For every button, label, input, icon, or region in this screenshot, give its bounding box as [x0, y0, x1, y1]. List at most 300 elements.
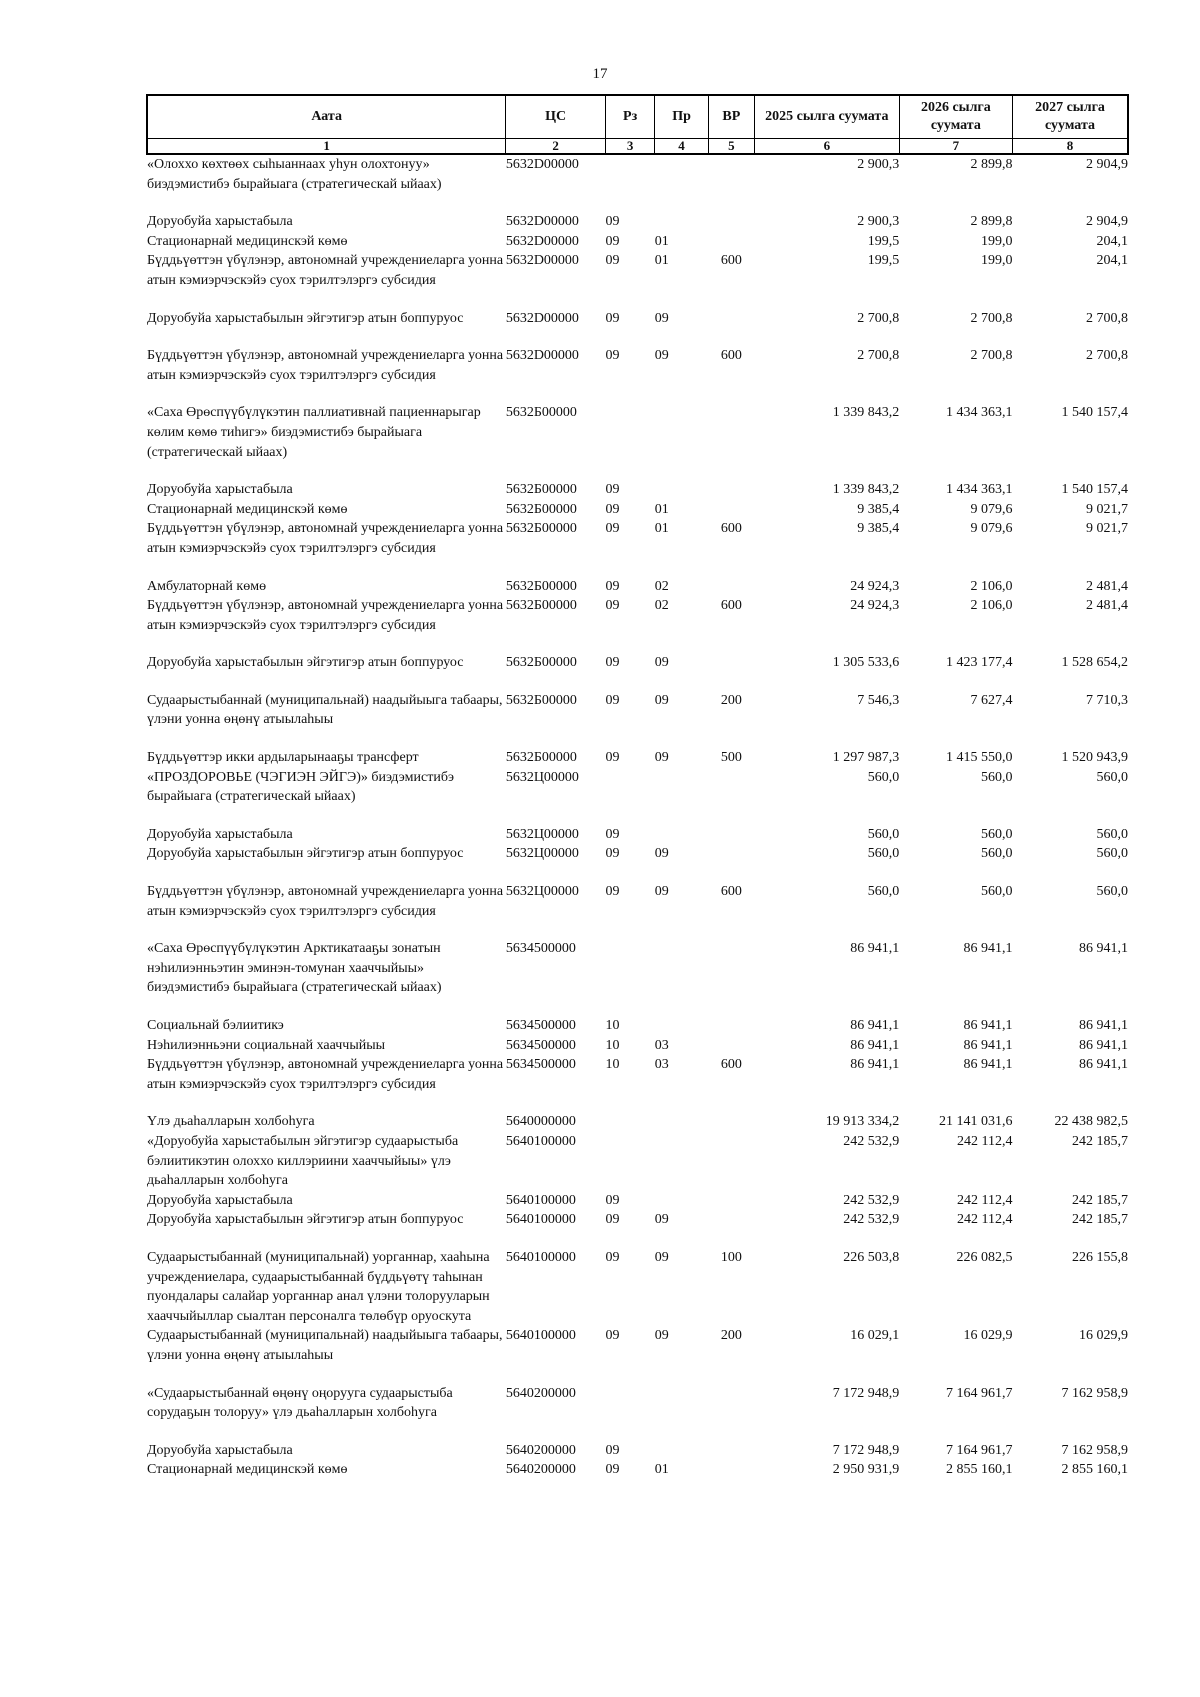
- row-name: Бүддьүөттэр икки ардыларынааҕы трансферт: [147, 750, 419, 766]
- row-2027: 22 438 982,5: [1054, 1114, 1128, 1130]
- row-pr: [655, 1191, 709, 1211]
- row-name: Доруобуйа харыстабылын эйгэтигэр атын боппуруос: [147, 846, 464, 862]
- row-vr: [708, 462, 754, 500]
- row-pr: [655, 998, 709, 1036]
- row-vr: [708, 1036, 754, 1056]
- row-2027: 7 162 958,9: [1061, 1442, 1128, 1458]
- row-2026: 1 423 177,4: [946, 655, 1013, 671]
- row-2026: 199,0: [981, 233, 1013, 249]
- row-rz: [605, 921, 654, 998]
- row-vr: [708, 194, 754, 232]
- row-rz: [605, 1094, 654, 1132]
- row-2025: 16 029,1: [850, 1328, 900, 1344]
- header-cs: ЦС: [506, 95, 606, 139]
- row-2026: 242 112,4: [957, 1212, 1013, 1228]
- row-rz: 09: [605, 1462, 620, 1478]
- row-name: Стационарнай медицинскэй көмө: [147, 501, 348, 517]
- row-2025: 86 941,1: [850, 941, 900, 957]
- row-2025: 9 385,4: [857, 501, 900, 517]
- row-rz: 09: [605, 1212, 620, 1228]
- row-name: Доруобуйа харыстабыла: [147, 1192, 293, 1208]
- row-2027: 9 021,7: [1086, 521, 1128, 537]
- header-2025: 2025 сылга суумата: [754, 95, 899, 139]
- row-rz: 09: [605, 692, 620, 708]
- header-rz: Рз: [605, 95, 654, 139]
- row-vr: [708, 232, 754, 252]
- row-cs: 5632Ц00000: [505, 884, 579, 900]
- row-cs: 5632Б00000: [505, 750, 577, 766]
- row-rz: [605, 385, 654, 462]
- row-rz: 09: [605, 846, 620, 862]
- row-2026: 9 079,6: [970, 501, 1013, 517]
- row-pr: 09: [654, 655, 669, 671]
- row-name: Бүддьүөттэн үбүлэнэр, автономнай учреждениеларга уонна атын кэмиэрчэскэйэ суох тэрилтэлэргэ субсидия: [147, 521, 504, 556]
- row-name: Доруобуйа харыстабыла: [147, 214, 293, 230]
- row-rz: 09: [605, 598, 620, 614]
- table-row: [147, 154, 1128, 194]
- table-row: [147, 921, 1128, 998]
- row-2027: 86 941,1: [1079, 941, 1128, 957]
- row-2027: 560,0: [1096, 884, 1128, 900]
- row-name: Бүддьүөттэн үбүлэнэр, автономнай учреждениеларга уонна атын кэмиэрчэскэйэ суох тэрилтэлэргэ субсидия: [147, 884, 504, 919]
- row-2027: 86 941,1: [1079, 1057, 1128, 1073]
- row-2026: 86 941,1: [963, 1057, 1013, 1073]
- row-name: Доруобуйа харыстабыла: [147, 482, 293, 498]
- column-number: 2: [506, 139, 606, 155]
- row-2025: 560,0: [867, 769, 900, 785]
- row-vr: [708, 559, 754, 597]
- row-cs: 5632Б00000: [505, 655, 577, 671]
- row-pr: 01: [654, 501, 669, 517]
- row-2025: 2 900,3: [857, 214, 900, 230]
- row-2026: 86 941,1: [963, 941, 1013, 957]
- row-2026: 560,0: [981, 826, 1013, 842]
- row-pr: [655, 1132, 709, 1191]
- row-rz: 09: [605, 521, 620, 537]
- row-pr: 03: [654, 1057, 669, 1073]
- row-2027: 560,0: [1096, 826, 1128, 842]
- row-name: Стационарнай медицинскэй көмө: [147, 233, 348, 249]
- row-2025: 242 532,9: [843, 1212, 900, 1228]
- table-row: [147, 730, 1128, 768]
- row-2027: 2 904,9: [1086, 157, 1128, 172]
- row-rz: 09: [605, 1249, 620, 1265]
- table-row: [147, 1036, 1128, 1056]
- row-pr: 02: [654, 598, 669, 614]
- row-pr: [655, 921, 709, 998]
- row-cs: 5632Ц00000: [505, 826, 579, 842]
- row-2026: 1 415 550,0: [946, 750, 1013, 766]
- table-row: [147, 462, 1128, 500]
- row-rz: 10: [605, 1057, 620, 1073]
- row-2025: 86 941,1: [850, 1057, 900, 1073]
- row-2025: 199,5: [867, 233, 900, 249]
- row-pr: [655, 1366, 709, 1423]
- row-rz: 09: [605, 1192, 620, 1208]
- row-rz: 09: [605, 233, 620, 249]
- row-cs: 5632D00000: [505, 348, 579, 364]
- row-vr: [708, 1191, 754, 1211]
- row-rz: 09: [605, 578, 620, 594]
- row-2025: 226 503,8: [843, 1249, 900, 1265]
- row-2026: 2 106,0: [970, 598, 1013, 614]
- header-2026: 2026 сылга суумата: [899, 95, 1012, 139]
- table-row: [147, 1366, 1128, 1423]
- row-2025: 86 941,1: [850, 1037, 900, 1053]
- row-pr: 09: [654, 750, 669, 766]
- row-cs: 5632D00000: [505, 233, 579, 249]
- row-rz: 10: [605, 1018, 620, 1033]
- row-2025: 242 532,9: [843, 1192, 900, 1208]
- row-vr: [708, 807, 754, 845]
- page-number: 17: [592, 66, 608, 82]
- row-2026: 1 434 363,1: [946, 482, 1013, 498]
- table-row: [147, 194, 1128, 232]
- row-rz: 09: [605, 501, 620, 517]
- row-name: «Саха Өрөспүүбүлүкэтин паллиативнай пациеннарыгар көлим көмө тиһигэ» биэдэмистибэ бырайыага (стратегическай ыйаах): [147, 405, 481, 460]
- row-cs: 5632D00000: [505, 214, 579, 230]
- header-name: Аата: [147, 95, 506, 139]
- row-2026: 16 029,9: [963, 1328, 1013, 1344]
- row-cs: 5640200000: [505, 1462, 576, 1478]
- table-row: [147, 864, 1128, 921]
- row-pr: [655, 385, 709, 462]
- table-row: [147, 232, 1128, 252]
- row-vr: 100: [720, 1249, 742, 1265]
- row-2027: 2 700,8: [1086, 310, 1128, 326]
- row-2025: 7 172 948,9: [832, 1442, 900, 1458]
- row-cs: 5640100000: [505, 1249, 576, 1265]
- row-name: «Доруобуйа харыстабылын эйгэтигэр судаарыстыба бэлиитикэтин олоххо киллэриини хааччыйыы» үлэ дьаһалларын холбоһуга: [147, 1133, 459, 1189]
- row-2025: 560,0: [867, 826, 900, 842]
- row-cs: 5632Б00000: [505, 521, 577, 537]
- row-vr: [708, 385, 754, 462]
- row-pr: 09: [654, 692, 669, 708]
- table-row: [147, 1132, 1128, 1191]
- row-name: Стационарнай медицинскэй көмө: [147, 1462, 348, 1478]
- header-vr: ВР: [708, 95, 754, 139]
- row-rz: 09: [605, 253, 620, 269]
- row-pr: 01: [654, 253, 669, 269]
- column-number: 8: [1013, 139, 1128, 155]
- row-2027: 204,1: [1096, 233, 1128, 249]
- row-vr: [708, 291, 754, 329]
- header-2027: 2027 сылга суумата: [1013, 95, 1128, 139]
- row-2026: 7 627,4: [970, 692, 1013, 708]
- row-name: Судаарыстыбаннай (муниципальнай) уорганнар, хааһына учреждениелара, судаарыстыбаннай бүддьүөтү таһынан пуондалары салайар уорганнар анал үлэни толорууларын хааччыйыллар сыалтан персоналга төлөбүр оруоскута: [147, 1249, 490, 1324]
- row-2027: 86 941,1: [1079, 1037, 1128, 1053]
- row-name: Судаарыстыбаннай (муниципальнай) наадыйыыга табаары, үлэни уонна өңөнү атыылаһыы: [147, 1328, 503, 1363]
- row-vr: [708, 998, 754, 1036]
- table-row: [147, 1230, 1128, 1326]
- row-pr: 03: [654, 1037, 669, 1053]
- row-2026: 199,0: [981, 253, 1013, 269]
- table-row: [147, 596, 1128, 635]
- row-name: Доруобуйа харыстабылын эйгэтигэр атын боппуруос: [147, 655, 464, 671]
- table-row: [147, 328, 1128, 385]
- table-row: [147, 1326, 1128, 1365]
- row-cs: 5640000000: [505, 1114, 576, 1130]
- row-rz: 09: [605, 1328, 620, 1344]
- row-name: Амбулаторнай көмө: [147, 578, 267, 594]
- row-pr: 09: [654, 1328, 669, 1344]
- row-2026: 226 082,5: [956, 1249, 1013, 1265]
- row-cs: 5640200000: [505, 1385, 576, 1401]
- row-2025: 1 339 843,2: [832, 405, 900, 421]
- table-row: [147, 1210, 1128, 1230]
- row-vr: 600: [720, 884, 742, 900]
- row-pr: 09: [654, 310, 669, 326]
- row-rz: 09: [605, 214, 620, 230]
- row-cs: 5632Б00000: [505, 692, 577, 708]
- table-row: [147, 291, 1128, 329]
- row-2027: 226 155,8: [1072, 1249, 1128, 1265]
- row-2025: 560,0: [867, 846, 900, 862]
- row-cs: 5634500000: [505, 941, 576, 957]
- row-2027: 2 700,8: [1086, 348, 1128, 364]
- row-name: Социальнай бэлиитикэ: [147, 1018, 284, 1033]
- row-cs: 5640100000: [505, 1133, 576, 1149]
- row-2025: 19 913 334,2: [825, 1114, 900, 1130]
- row-name: «Судаарыстыбаннай өңөнү оңорууга судаарыстыба сорудаҕын толоруу» үлэ дьаһалларын холбоһуга: [147, 1385, 453, 1421]
- row-rz: 09: [605, 348, 620, 364]
- row-2027: 1 528 654,2: [1061, 655, 1128, 671]
- column-number: 3: [605, 139, 654, 155]
- row-vr: 600: [720, 348, 742, 364]
- row-2026: 560,0: [981, 884, 1013, 900]
- row-cs: 5634500000: [505, 1057, 576, 1073]
- row-pr: [655, 807, 709, 845]
- row-rz: 09: [605, 826, 620, 842]
- row-vr: 600: [720, 1057, 742, 1073]
- row-2027: 204,1: [1096, 253, 1128, 269]
- row-2026: 2 106,0: [970, 578, 1013, 594]
- row-2027: 16 029,9: [1079, 1328, 1128, 1344]
- table-row: [147, 768, 1128, 807]
- row-pr: [655, 154, 709, 194]
- row-name: Бүддьүөттэн үбүлэнэр, автономнай учреждениеларга уонна атын кэмиэрчэскэйэ суох тэрилтэлэргэ субсидия: [147, 598, 504, 633]
- row-2027: 2 855 160,1: [1061, 1462, 1128, 1478]
- table-row: [147, 673, 1128, 730]
- row-name: Доруобуйа харыстабыла: [147, 826, 293, 842]
- row-vr: 200: [720, 1328, 742, 1344]
- row-vr: 600: [720, 521, 742, 537]
- row-rz: 09: [605, 482, 620, 498]
- row-2025: 1 339 843,2: [832, 482, 900, 498]
- row-rz: 09: [605, 750, 620, 766]
- row-cs: 5640100000: [505, 1192, 576, 1208]
- row-vr: 500: [720, 750, 742, 766]
- row-vr: [708, 844, 754, 864]
- row-2026: 21 141 031,6: [939, 1114, 1013, 1130]
- row-cs: 5632Б00000: [505, 578, 577, 594]
- row-2025: 242 532,9: [843, 1133, 900, 1149]
- column-number: 1: [147, 139, 506, 155]
- row-2025: 2 700,8: [857, 348, 900, 364]
- budget-table: [146, 94, 1129, 1480]
- row-2026: 2 700,8: [970, 348, 1013, 364]
- row-rz: [605, 768, 654, 807]
- row-pr: [655, 194, 709, 232]
- row-vr: [708, 1210, 754, 1230]
- table-row: [147, 1094, 1128, 1132]
- row-2025: 2 950 931,9: [832, 1462, 900, 1478]
- row-pr: 01: [654, 521, 669, 537]
- table-row: [147, 1460, 1128, 1480]
- row-2027: 2 481,4: [1086, 578, 1128, 594]
- header-row: [147, 95, 1128, 139]
- row-vr: [708, 1460, 754, 1480]
- table-row: [147, 998, 1128, 1036]
- row-cs: 5632Б00000: [505, 405, 577, 421]
- row-rz: 09: [605, 655, 620, 671]
- row-2026: 2 899,8: [970, 157, 1013, 172]
- row-vr: [708, 1132, 754, 1191]
- row-2027: 242 185,7: [1072, 1192, 1128, 1208]
- row-name: «Саха Өрөспүүбүлүкэтин Арктикатааҕы зонатын нэһилиэнньэтин эминэн-томунан хааччыйыы» биэдэмистибэ бырайыага (стратегическай ыйаах): [147, 941, 442, 996]
- row-vr: [708, 768, 754, 807]
- row-pr: 09: [654, 1249, 669, 1265]
- row-cs: 5632Ц00000: [505, 769, 579, 785]
- row-vr: [708, 635, 754, 673]
- row-pr: 01: [654, 1462, 669, 1478]
- row-2027: 2 904,9: [1086, 214, 1128, 230]
- row-pr: [655, 768, 709, 807]
- row-cs: 5640100000: [505, 1328, 576, 1344]
- table-row: [147, 1055, 1128, 1094]
- row-2027: 242 185,7: [1072, 1133, 1128, 1149]
- row-2026: 2 855 160,1: [946, 1462, 1013, 1478]
- column-number-row: [147, 139, 1128, 155]
- row-vr: [708, 500, 754, 520]
- row-rz: [605, 154, 654, 194]
- row-vr: [708, 1094, 754, 1132]
- row-cs: 5632Б00000: [505, 598, 577, 614]
- row-cs: 5632D00000: [505, 157, 579, 172]
- row-2027: 560,0: [1096, 769, 1128, 785]
- table-row: [147, 385, 1128, 462]
- table-row: [147, 635, 1128, 673]
- row-2025: 7 546,3: [857, 692, 900, 708]
- row-2026: 242 112,4: [957, 1133, 1013, 1149]
- row-name: Үлэ дьаһалларын холбоһуга: [147, 1114, 315, 1130]
- row-2026: 242 112,4: [957, 1192, 1013, 1208]
- row-2026: 2 700,8: [970, 310, 1013, 326]
- row-2027: 9 021,7: [1086, 501, 1128, 517]
- row-2026: 86 941,1: [963, 1037, 1013, 1053]
- row-2027: 1 540 157,4: [1061, 482, 1128, 498]
- table-row: [147, 844, 1128, 864]
- column-number: 4: [655, 139, 709, 155]
- row-name: Бүддьүөттэн үбүлэнэр, автономнай учреждениеларга уонна атын кэмиэрчэскэйэ суох тэрилтэлэргэ субсидия: [147, 348, 504, 383]
- table-row: [147, 251, 1128, 290]
- row-name: «ПРОЗДОРОВЬЕ (ЧЭГИЭН ЭЙГЭ)» биэдэмистибэ бырайыага (стратегическай ыйаах): [147, 769, 454, 805]
- row-2025: 2 900,3: [857, 157, 900, 172]
- row-2026: 9 079,6: [970, 521, 1013, 537]
- row-pr: 09: [654, 846, 669, 862]
- row-rz: 09: [605, 310, 620, 326]
- row-vr: [708, 1366, 754, 1423]
- row-rz: [605, 1132, 654, 1191]
- row-2027: 560,0: [1096, 846, 1128, 862]
- row-vr: 600: [720, 253, 742, 269]
- table-row: [147, 1423, 1128, 1461]
- column-number: 6: [754, 139, 899, 155]
- row-vr: 200: [720, 692, 742, 708]
- row-vr: [708, 154, 754, 194]
- row-name: «Олоххо көхтөөх сыһыаннаах уһун олохтонуу» биэдэмистибэ бырайыага (стратегическай ыйаах): [147, 157, 442, 192]
- row-2026: 560,0: [981, 846, 1013, 862]
- column-number: 5: [708, 139, 754, 155]
- row-2025: 24 924,3: [850, 598, 900, 614]
- row-cs: 5634500000: [505, 1018, 576, 1033]
- row-cs: 5632Ц00000: [505, 846, 579, 862]
- row-2027: 1 520 943,9: [1061, 750, 1128, 766]
- table-row: [147, 1191, 1128, 1211]
- row-2027: 1 540 157,4: [1061, 405, 1128, 421]
- row-2026: 86 941,1: [963, 1018, 1013, 1033]
- row-2025: 9 385,4: [857, 521, 900, 537]
- row-rz: 10: [605, 1037, 620, 1053]
- row-name: Нэһилиэнньэни социальнай хааччыйыы: [147, 1037, 386, 1053]
- row-pr: [655, 462, 709, 500]
- table-row: [147, 807, 1128, 845]
- table-row: [147, 500, 1128, 520]
- row-rz: 09: [605, 884, 620, 900]
- row-2027: 2 481,4: [1086, 598, 1128, 614]
- row-2025: 7 172 948,9: [832, 1385, 900, 1401]
- row-2025: 1 305 533,6: [832, 655, 900, 671]
- row-vr: [708, 1423, 754, 1461]
- row-cs: 5634500000: [505, 1037, 576, 1053]
- row-name: Бүддьүөттэн үбүлэнэр, автономнай учреждениеларга уонна атын кэмиэрчэскэйэ суох тэрилтэлэргэ субсидия: [147, 1057, 504, 1092]
- row-2025: 1 297 987,3: [832, 750, 900, 766]
- row-pr: 09: [654, 348, 669, 364]
- row-cs: 5632D00000: [505, 253, 579, 269]
- row-2026: 560,0: [981, 769, 1013, 785]
- row-2025: 199,5: [867, 253, 900, 269]
- row-2025: 560,0: [867, 884, 900, 900]
- row-cs: 5632Б00000: [505, 501, 577, 517]
- table-row: [147, 559, 1128, 597]
- row-2025: 86 941,1: [850, 1018, 900, 1033]
- table-row: [147, 519, 1128, 558]
- row-rz: 09: [605, 1442, 620, 1458]
- row-name: Доруобуйа харыстабылын эйгэтигэр атын боппуруос: [147, 310, 464, 326]
- row-pr: [655, 1094, 709, 1132]
- row-pr: 09: [654, 884, 669, 900]
- row-2027: 7 710,3: [1086, 692, 1128, 708]
- row-name: Судаарыстыбаннай (муниципальнай) наадыйыыга табаары, үлэни уонна өңөнү атыылаһыы: [147, 692, 503, 728]
- row-2025: 2 700,8: [857, 310, 900, 326]
- row-2026: 7 164 961,7: [946, 1442, 1013, 1458]
- row-cs: 5640100000: [505, 1212, 576, 1228]
- row-2026: 1 434 363,1: [946, 405, 1013, 421]
- row-2027: 7 162 958,9: [1061, 1385, 1128, 1401]
- row-2026: 2 899,8: [970, 214, 1013, 230]
- row-pr: 02: [654, 578, 669, 594]
- row-cs: 5632D00000: [505, 310, 579, 326]
- row-rz: [605, 1366, 654, 1423]
- row-2025: 24 924,3: [850, 578, 900, 594]
- row-vr: 600: [720, 598, 742, 614]
- header-pr: Пр: [655, 95, 709, 139]
- column-number: 7: [899, 139, 1012, 155]
- row-name: Бүддьүөттэн үбүлэнэр, автономнай учреждениеларга уонна атын кэмиэрчэскэйэ суох тэрилтэлэргэ субсидия: [147, 253, 504, 288]
- row-name: Доруобуйа харыстабылын эйгэтигэр атын боппуруос: [147, 1212, 464, 1228]
- row-2027: 86 941,1: [1079, 1018, 1128, 1033]
- row-vr: [708, 921, 754, 998]
